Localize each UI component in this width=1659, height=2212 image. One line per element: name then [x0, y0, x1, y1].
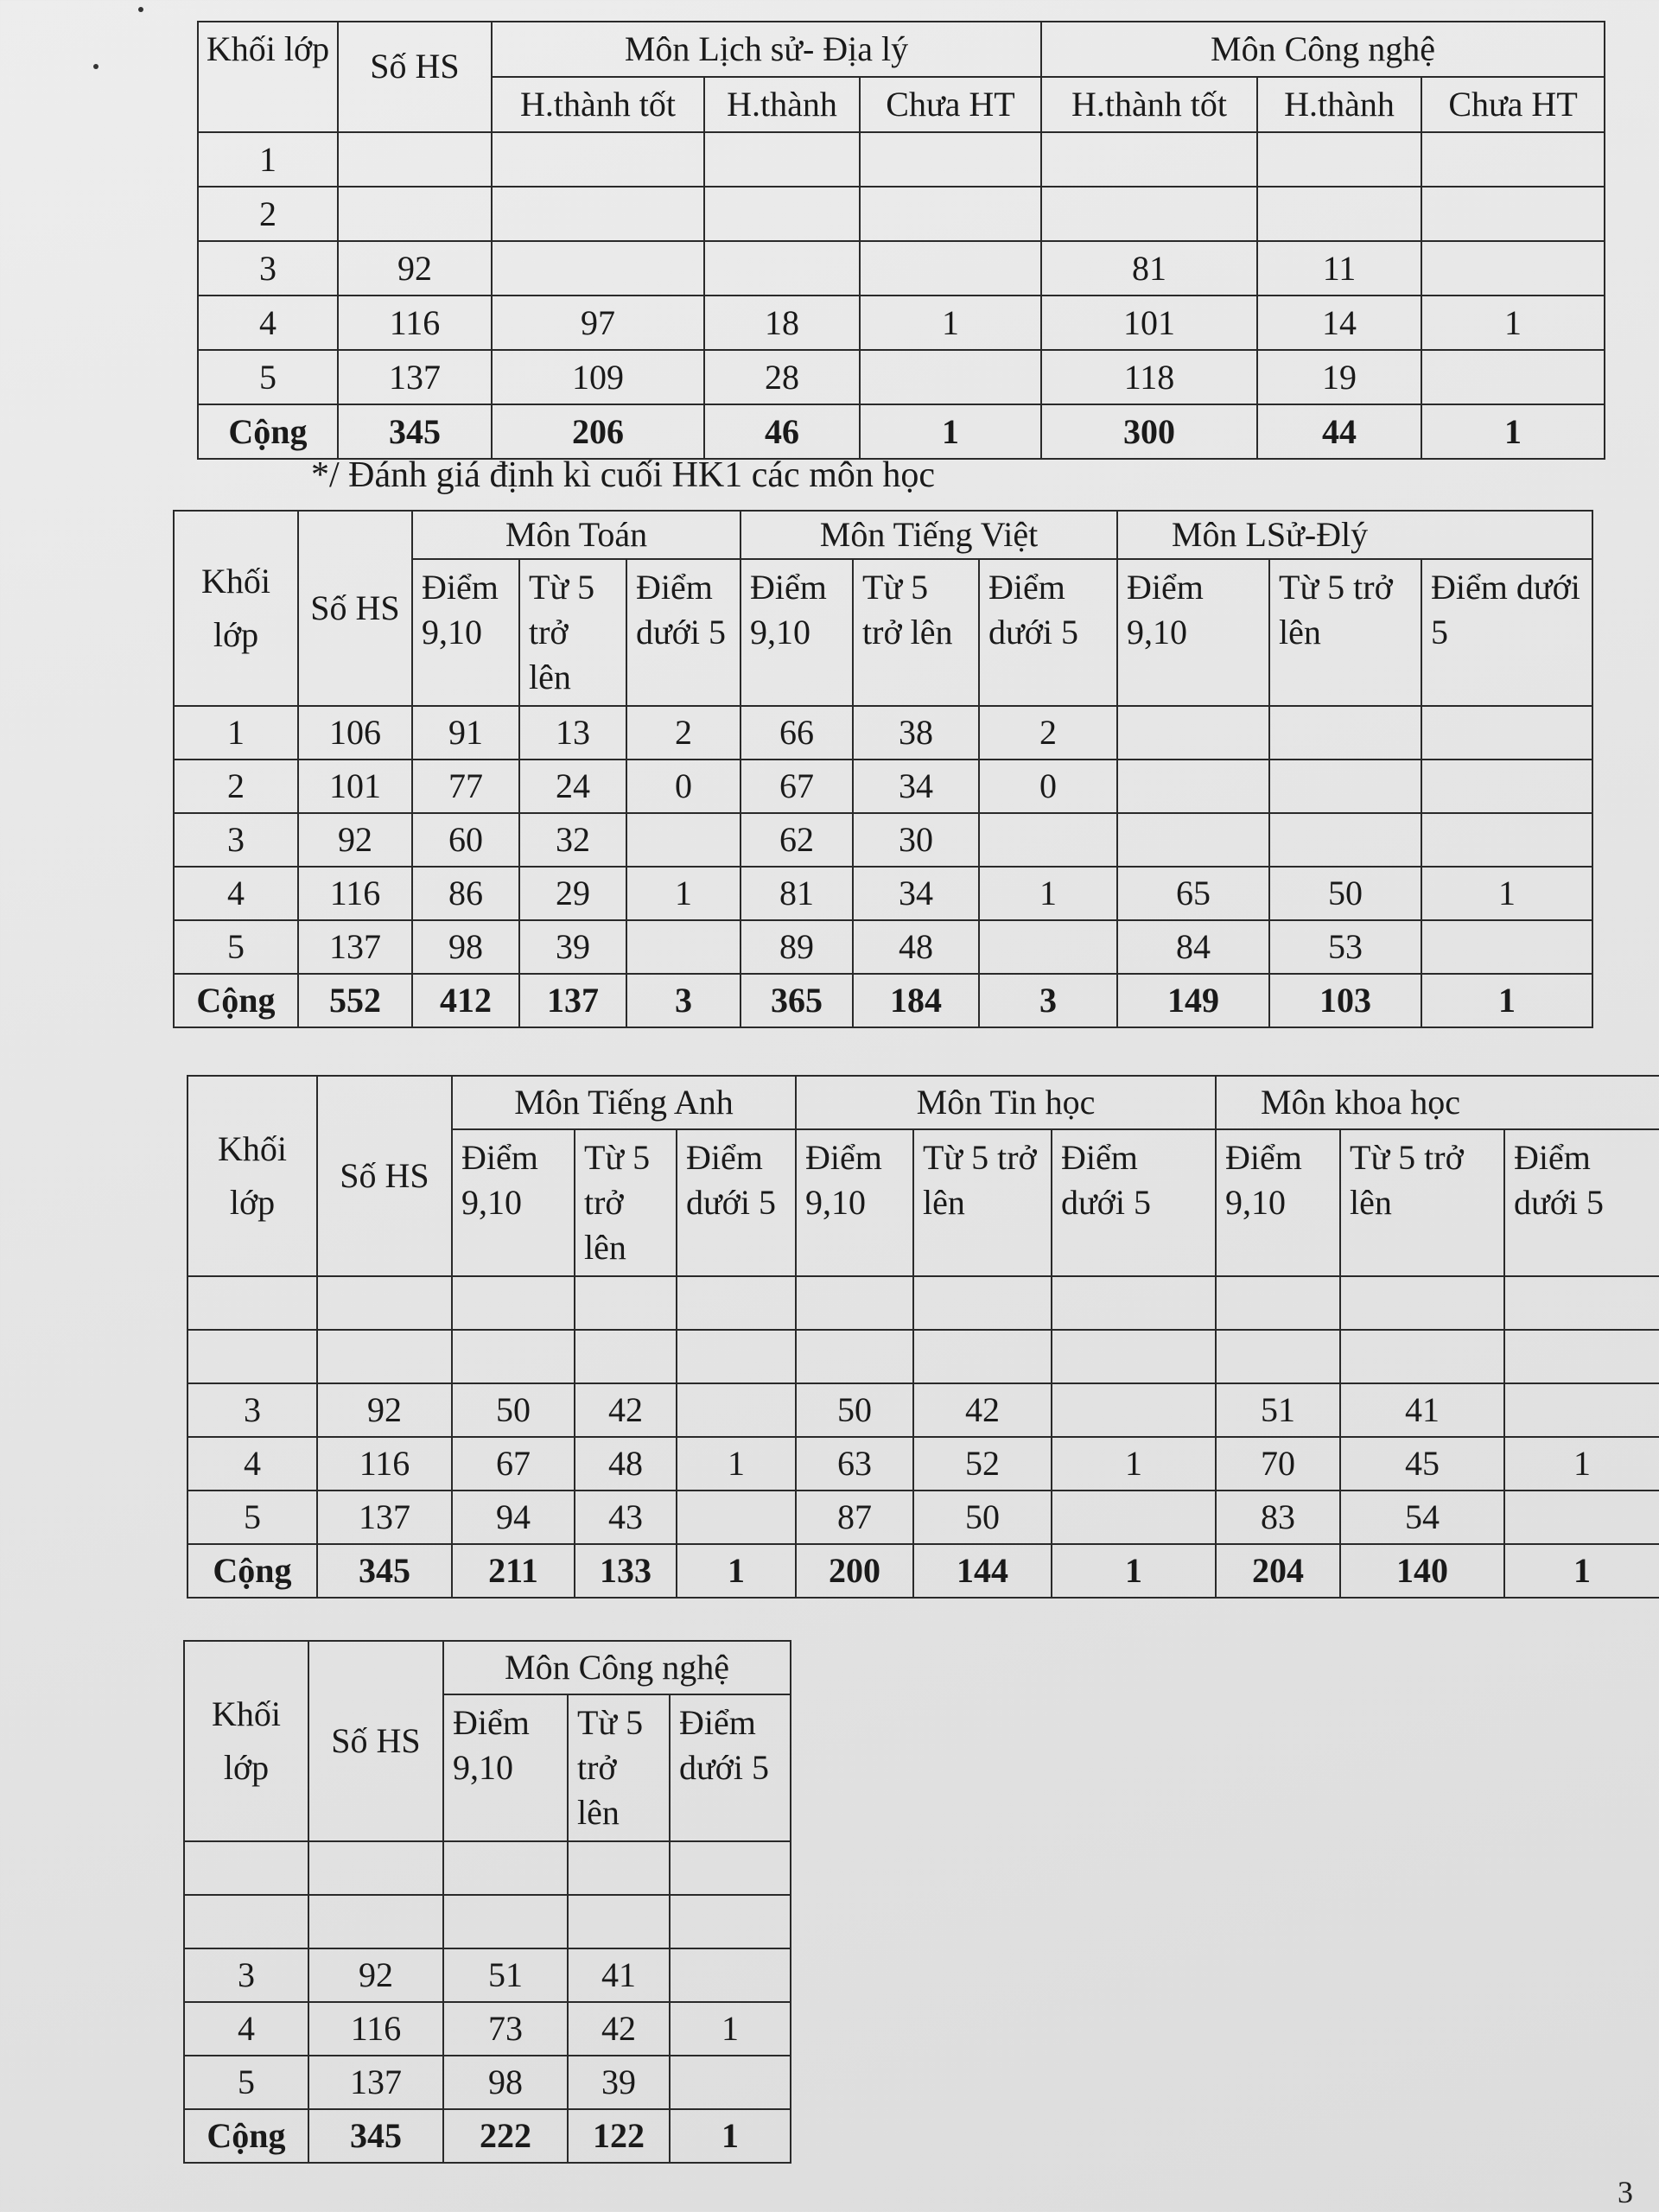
table-row	[174, 813, 1592, 867]
col-header-grade: Khối lớp	[174, 511, 298, 706]
value-cell	[1117, 706, 1269, 760]
value-cell: 2	[626, 706, 741, 760]
value-cell: 67	[741, 760, 853, 813]
value-cell	[1257, 187, 1421, 241]
student-count-cell: 106	[298, 706, 412, 760]
col-header-grade: Khối lớp	[198, 22, 338, 132]
value-cell: 365	[741, 974, 853, 1027]
value-cell: 0	[979, 760, 1117, 813]
student-count-cell: 92	[338, 241, 492, 296]
value-cell	[670, 1895, 791, 1948]
value-cell: 30	[853, 813, 979, 867]
table-row	[188, 1276, 1659, 1330]
value-cell: 34	[853, 867, 979, 920]
hk1-scores-table-technology	[183, 1640, 791, 2164]
value-cell	[1117, 813, 1269, 867]
value-cell: 300	[1041, 404, 1257, 459]
grade-cell: Cộng	[184, 2109, 308, 2163]
value-cell	[1421, 920, 1592, 974]
value-cell: 1	[1421, 404, 1605, 459]
table-row	[188, 1330, 1659, 1383]
grade-cell: 1	[198, 132, 338, 187]
table-row	[198, 132, 1605, 187]
student-count-cell	[338, 132, 492, 187]
value-cell: 0	[626, 760, 741, 813]
value-cell	[670, 2056, 791, 2109]
sub-header: Từ 5 trở lên	[568, 1694, 670, 1841]
value-cell: 98	[412, 920, 519, 974]
student-count-cell: 92	[298, 813, 412, 867]
value-cell: 50	[452, 1383, 575, 1437]
col-header-students: Số HS	[298, 511, 412, 706]
sub-header: Điểm dưới 5	[979, 559, 1117, 706]
value-cell	[677, 1330, 796, 1383]
speck-dot	[138, 7, 143, 12]
value-cell: 44	[1257, 404, 1421, 459]
grade-cell: Cộng	[198, 404, 338, 459]
value-cell: 206	[492, 404, 704, 459]
value-cell: 60	[412, 813, 519, 867]
value-cell	[492, 241, 704, 296]
grade-cell: 3	[188, 1383, 317, 1437]
col-header-students: Số HS	[338, 22, 492, 132]
sub-header: Điểm dưới 5	[1504, 1129, 1659, 1276]
grade-cell: 1	[174, 706, 298, 760]
value-cell	[492, 132, 704, 187]
value-cell	[1052, 1383, 1216, 1437]
group-header-technology: Môn Công nghệ	[443, 1641, 791, 1694]
grade-cell: Cộng	[188, 1544, 317, 1598]
value-cell: 1	[670, 2002, 791, 2056]
value-cell: 94	[452, 1491, 575, 1544]
student-count-cell: 137	[298, 920, 412, 974]
table-row	[174, 760, 1592, 813]
value-cell: 89	[741, 920, 853, 974]
value-cell: 1	[1421, 974, 1592, 1027]
table-row	[184, 1948, 791, 2002]
sub-header: Điểm 9,10	[443, 1694, 568, 1841]
value-cell: 18	[704, 296, 860, 350]
value-cell: 144	[913, 1544, 1052, 1598]
value-cell: 3	[979, 974, 1117, 1027]
table-row	[188, 1383, 1659, 1437]
sub-header: Điểm dưới 5	[626, 559, 741, 706]
value-cell	[979, 813, 1117, 867]
student-count-cell: 552	[298, 974, 412, 1027]
value-cell: 211	[452, 1544, 575, 1598]
table-row	[184, 2056, 791, 2109]
value-cell	[575, 1330, 677, 1383]
value-cell	[860, 350, 1041, 404]
value-cell	[626, 813, 741, 867]
value-cell: 81	[1041, 241, 1257, 296]
value-cell	[492, 187, 704, 241]
value-cell: 1	[670, 2109, 791, 2163]
value-cell	[1504, 1491, 1659, 1544]
sub-header: Điểm 9,10	[741, 559, 853, 706]
total-row	[174, 974, 1592, 1027]
value-cell	[704, 241, 860, 296]
value-cell	[452, 1330, 575, 1383]
value-cell	[677, 1383, 796, 1437]
grade-cell: 3	[198, 241, 338, 296]
group-header-informatics: Môn Tin học	[796, 1076, 1216, 1129]
value-cell: 42	[568, 2002, 670, 2056]
table-row	[174, 867, 1592, 920]
value-cell: 54	[1340, 1491, 1504, 1544]
value-cell: 52	[913, 1437, 1052, 1491]
grade-cell	[184, 1895, 308, 1948]
value-cell: 38	[853, 706, 979, 760]
sub-header: H.thành tốt	[1041, 77, 1257, 132]
group-header-blank	[1504, 1076, 1659, 1129]
grade-cell: 2	[174, 760, 298, 813]
value-cell	[626, 920, 741, 974]
group-header-science: Môn khoa học	[1216, 1076, 1504, 1129]
value-cell: 184	[853, 974, 979, 1027]
history-tech-assessment-table	[197, 21, 1605, 460]
value-cell: 34	[853, 760, 979, 813]
student-count-cell	[317, 1330, 452, 1383]
student-count-cell: 116	[298, 867, 412, 920]
value-cell	[568, 1895, 670, 1948]
value-cell	[1052, 1491, 1216, 1544]
value-cell: 39	[568, 2056, 670, 2109]
page-number: 3	[1618, 2175, 1633, 2209]
value-cell	[670, 1841, 791, 1895]
table-row	[174, 706, 1592, 760]
value-cell: 66	[741, 706, 853, 760]
table-row	[184, 1895, 791, 1948]
value-cell	[1257, 132, 1421, 187]
value-cell	[1504, 1276, 1659, 1330]
value-cell	[1117, 760, 1269, 813]
grade-cell: 3	[184, 1948, 308, 2002]
value-cell: 24	[519, 760, 626, 813]
col-header-grade: Khối lớp	[188, 1076, 317, 1276]
sub-header: Từ 5 trở lên	[575, 1129, 677, 1276]
grade-cell: 3	[174, 813, 298, 867]
value-cell: 50	[913, 1491, 1052, 1544]
total-row	[184, 2109, 791, 2163]
value-cell: 84	[1117, 920, 1269, 974]
section-note: */ Đánh giá định kì cuối HK1 các môn học	[311, 455, 935, 495]
grade-cell	[188, 1276, 317, 1330]
value-cell: 97	[492, 296, 704, 350]
sub-header: Điểm 9,10	[452, 1129, 575, 1276]
student-count-cell: 116	[317, 1437, 452, 1491]
value-cell: 13	[519, 706, 626, 760]
value-cell: 109	[492, 350, 704, 404]
sub-header: Từ 5 trở lên	[913, 1129, 1052, 1276]
value-cell	[1421, 187, 1605, 241]
student-count-cell: 345	[317, 1544, 452, 1598]
value-cell: 83	[1216, 1491, 1340, 1544]
value-cell	[1216, 1330, 1340, 1383]
hk1-scores-table-english-it-science	[187, 1075, 1659, 1599]
value-cell: 41	[568, 1948, 670, 2002]
student-count-cell: 101	[298, 760, 412, 813]
grade-cell: 5	[188, 1491, 317, 1544]
group-header-blank	[1421, 511, 1592, 559]
student-count-cell: 137	[338, 350, 492, 404]
grade-cell: 5	[184, 2056, 308, 2109]
grade-cell: 4	[174, 867, 298, 920]
student-count-cell	[308, 1841, 443, 1895]
value-cell	[443, 1841, 568, 1895]
value-cell: 39	[519, 920, 626, 974]
sub-header: Điểm dưới 5	[1052, 1129, 1216, 1276]
value-cell: 29	[519, 867, 626, 920]
value-cell	[860, 132, 1041, 187]
value-cell: 63	[796, 1437, 913, 1491]
table-row	[184, 2002, 791, 2056]
value-cell	[1421, 350, 1605, 404]
value-cell: 3	[626, 974, 741, 1027]
table-row	[184, 1841, 791, 1895]
value-cell: 77	[412, 760, 519, 813]
grade-cell: 4	[188, 1437, 317, 1491]
value-cell: 118	[1041, 350, 1257, 404]
value-cell	[1052, 1276, 1216, 1330]
student-count-cell: 92	[308, 1948, 443, 2002]
sub-header: Điểm 9,10	[1216, 1129, 1340, 1276]
sub-header: Từ 5 trở lên	[519, 559, 626, 706]
value-cell: 222	[443, 2109, 568, 2163]
value-cell: 86	[412, 867, 519, 920]
value-cell	[1269, 760, 1421, 813]
value-cell: 200	[796, 1544, 913, 1598]
table-row	[188, 1491, 1659, 1544]
value-cell: 41	[1340, 1383, 1504, 1437]
col-header-students: Số HS	[308, 1641, 443, 1841]
value-cell: 73	[443, 2002, 568, 2056]
student-count-cell: 92	[317, 1383, 452, 1437]
value-cell: 1	[1504, 1437, 1659, 1491]
value-cell: 32	[519, 813, 626, 867]
total-row	[188, 1544, 1659, 1598]
value-cell: 42	[575, 1383, 677, 1437]
sub-header: H.thành	[1257, 77, 1421, 132]
grade-cell: 2	[198, 187, 338, 241]
table-row	[198, 187, 1605, 241]
value-cell: 140	[1340, 1544, 1504, 1598]
value-cell	[1421, 760, 1592, 813]
table-row	[198, 296, 1605, 350]
student-count-cell: 116	[308, 2002, 443, 2056]
value-cell: 1	[1421, 296, 1605, 350]
value-cell: 51	[1216, 1383, 1340, 1437]
grade-cell: 4	[198, 296, 338, 350]
value-cell: 67	[452, 1437, 575, 1491]
value-cell	[568, 1841, 670, 1895]
value-cell: 14	[1257, 296, 1421, 350]
grade-cell	[188, 1330, 317, 1383]
value-cell	[704, 187, 860, 241]
value-cell: 1	[677, 1544, 796, 1598]
value-cell	[979, 920, 1117, 974]
value-cell	[1216, 1276, 1340, 1330]
value-cell: 133	[575, 1544, 677, 1598]
hk1-scores-table-math-viet-histgeo	[173, 510, 1593, 1028]
value-cell	[1504, 1330, 1659, 1383]
value-cell: 50	[1269, 867, 1421, 920]
sub-header: Điểm dưới 5	[670, 1694, 791, 1841]
grade-cell	[184, 1841, 308, 1895]
value-cell: 204	[1216, 1544, 1340, 1598]
value-cell: 11	[1257, 241, 1421, 296]
sub-header: Từ 5 trở lên	[853, 559, 979, 706]
value-cell	[1421, 132, 1605, 187]
value-cell	[452, 1276, 575, 1330]
value-cell: 137	[519, 974, 626, 1027]
value-cell: 43	[575, 1491, 677, 1544]
value-cell: 1	[1052, 1544, 1216, 1598]
sub-header: Từ 5 trở lên	[1340, 1129, 1504, 1276]
student-count-cell: 137	[317, 1491, 452, 1544]
sub-header: Chưa HT	[1421, 77, 1605, 132]
value-cell	[1052, 1330, 1216, 1383]
value-cell: 1	[677, 1437, 796, 1491]
speck-dot	[93, 64, 99, 69]
grade-cell: 4	[184, 2002, 308, 2056]
value-cell: 1	[1504, 1544, 1659, 1598]
table-row	[198, 241, 1605, 296]
value-cell: 53	[1269, 920, 1421, 974]
value-cell	[1340, 1276, 1504, 1330]
grade-cell: 5	[174, 920, 298, 974]
student-count-cell	[317, 1276, 452, 1330]
value-cell: 45	[1340, 1437, 1504, 1491]
value-cell	[796, 1330, 913, 1383]
value-cell: 1	[1421, 867, 1592, 920]
student-count-cell: 137	[308, 2056, 443, 2109]
value-cell	[1421, 706, 1592, 760]
value-cell	[913, 1276, 1052, 1330]
value-cell: 91	[412, 706, 519, 760]
value-cell: 65	[1117, 867, 1269, 920]
sub-header: Điểm 9,10	[796, 1129, 913, 1276]
student-count-cell: 116	[338, 296, 492, 350]
student-count-cell: 345	[338, 404, 492, 459]
grade-cell: Cộng	[174, 974, 298, 1027]
sub-header: Điểm dưới 5	[677, 1129, 796, 1276]
student-count-cell	[308, 1895, 443, 1948]
value-cell	[443, 1895, 568, 1948]
grade-cell: 5	[198, 350, 338, 404]
sub-header: Chưa HT	[860, 77, 1041, 132]
value-cell	[677, 1276, 796, 1330]
value-cell: 42	[913, 1383, 1052, 1437]
value-cell: 70	[1216, 1437, 1340, 1491]
value-cell	[1421, 813, 1592, 867]
value-cell	[860, 187, 1041, 241]
value-cell	[1041, 187, 1257, 241]
value-cell: 28	[704, 350, 860, 404]
value-cell: 122	[568, 2109, 670, 2163]
group-header-technology: Môn Công nghệ	[1041, 22, 1605, 77]
student-count-cell: 345	[308, 2109, 443, 2163]
group-header-hist-geo: Môn LSử-Đlý	[1117, 511, 1421, 559]
value-cell	[670, 1948, 791, 2002]
group-header-vietnamese: Môn Tiếng Việt	[741, 511, 1117, 559]
value-cell: 1	[979, 867, 1117, 920]
value-cell	[1340, 1330, 1504, 1383]
table-row	[188, 1437, 1659, 1491]
value-cell	[677, 1491, 796, 1544]
value-cell: 101	[1041, 296, 1257, 350]
value-cell: 2	[979, 706, 1117, 760]
sub-header: Điểm 9,10	[1117, 559, 1269, 706]
sub-header: Từ 5 trở lên	[1269, 559, 1421, 706]
value-cell	[704, 132, 860, 187]
value-cell: 1	[860, 404, 1041, 459]
value-cell: 1	[1052, 1437, 1216, 1491]
value-cell	[1504, 1383, 1659, 1437]
table-row	[198, 350, 1605, 404]
sub-header: H.thành tốt	[492, 77, 704, 132]
value-cell: 19	[1257, 350, 1421, 404]
total-row	[198, 404, 1605, 459]
value-cell	[1269, 813, 1421, 867]
value-cell: 98	[443, 2056, 568, 2109]
value-cell: 87	[796, 1491, 913, 1544]
value-cell	[796, 1276, 913, 1330]
col-header-students: Số HS	[317, 1076, 452, 1276]
group-header-history-geo: Môn Lịch sử- Địa lý	[492, 22, 1041, 77]
sub-header: Điểm 9,10	[412, 559, 519, 706]
value-cell: 149	[1117, 974, 1269, 1027]
table-row	[174, 920, 1592, 974]
value-cell	[913, 1330, 1052, 1383]
group-header-math: Môn Toán	[412, 511, 741, 559]
value-cell: 81	[741, 867, 853, 920]
sub-header: Điểm dưới 5	[1421, 559, 1592, 706]
sub-header: H.thành	[704, 77, 860, 132]
value-cell: 1	[626, 867, 741, 920]
value-cell	[1041, 132, 1257, 187]
value-cell: 50	[796, 1383, 913, 1437]
value-cell	[1269, 706, 1421, 760]
value-cell: 48	[853, 920, 979, 974]
group-header-english: Môn Tiếng Anh	[452, 1076, 796, 1129]
value-cell: 412	[412, 974, 519, 1027]
student-count-cell	[338, 187, 492, 241]
value-cell	[1421, 241, 1605, 296]
col-header-grade: Khối lớp	[184, 1641, 308, 1841]
value-cell: 103	[1269, 974, 1421, 1027]
value-cell: 48	[575, 1437, 677, 1491]
value-cell: 46	[704, 404, 860, 459]
value-cell: 62	[741, 813, 853, 867]
value-cell	[575, 1276, 677, 1330]
value-cell	[860, 241, 1041, 296]
value-cell: 1	[860, 296, 1041, 350]
value-cell: 51	[443, 1948, 568, 2002]
